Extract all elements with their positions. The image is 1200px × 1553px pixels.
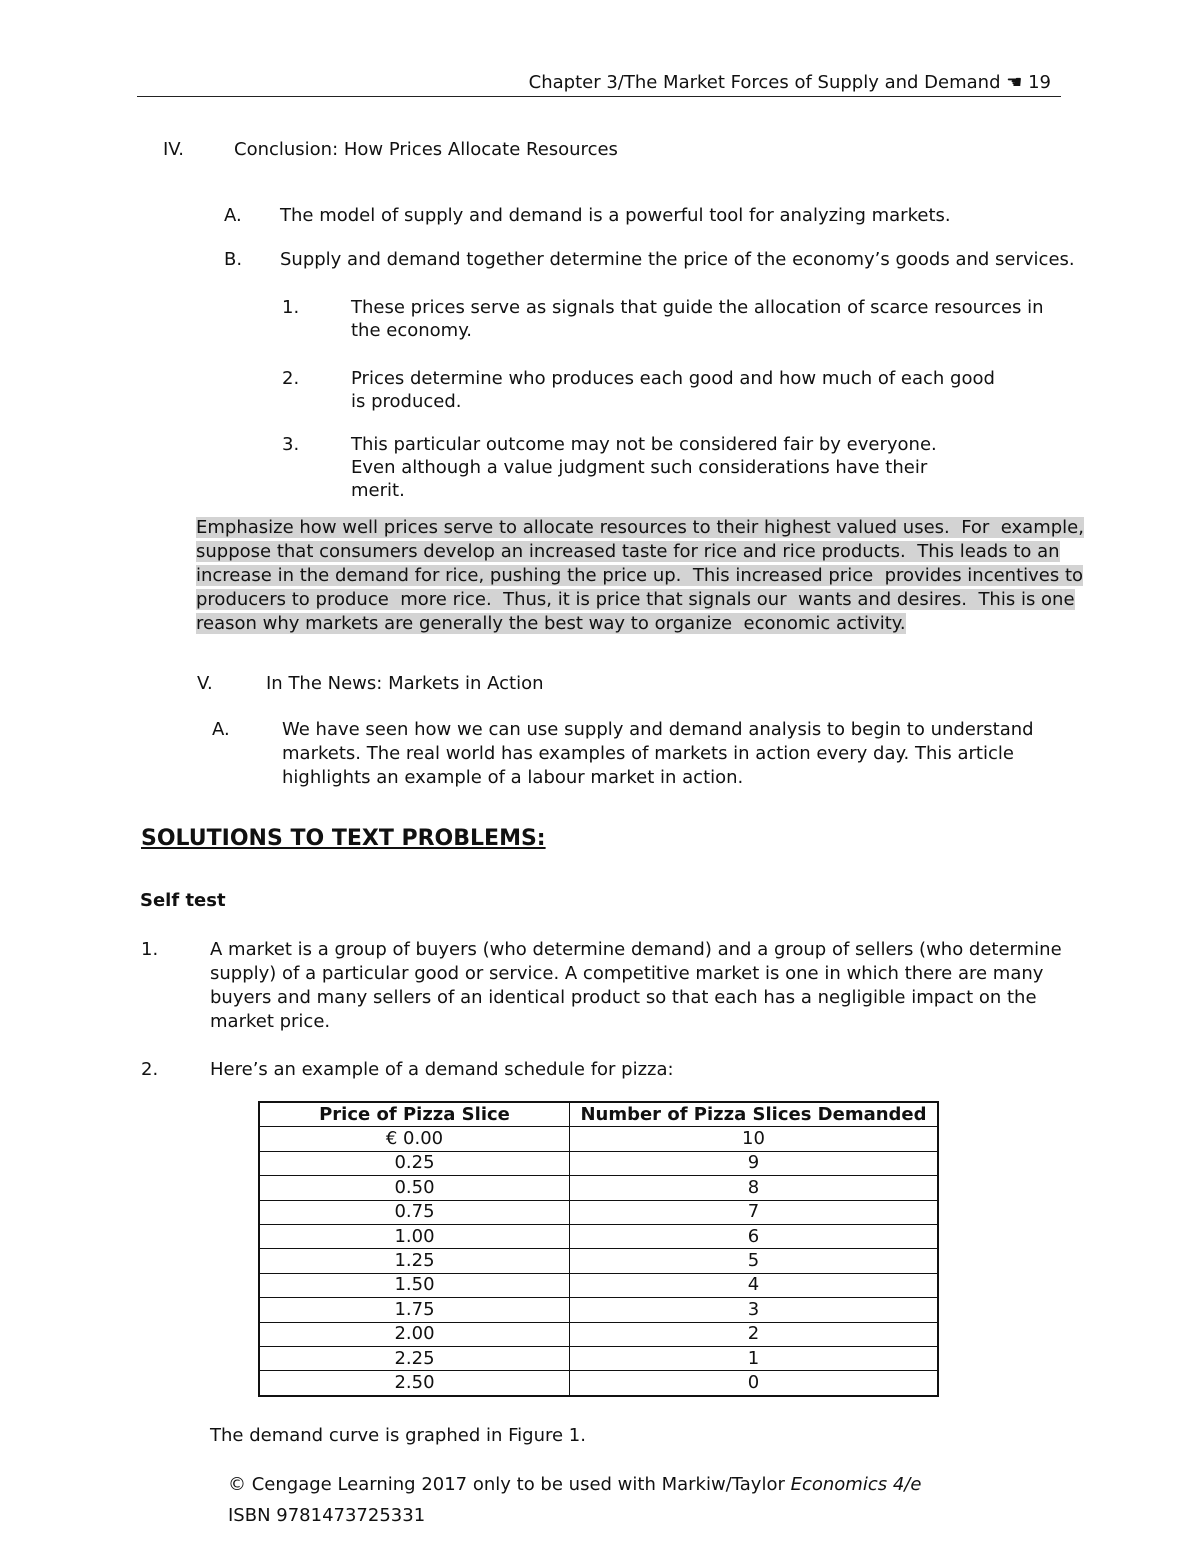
table-row bbox=[259, 1346, 938, 1370]
subitem-3-label: 3. bbox=[282, 434, 300, 455]
price-cell: € 0.00 bbox=[259, 1127, 570, 1151]
table-row bbox=[259, 1151, 938, 1175]
price-cell: 0.75 bbox=[259, 1200, 570, 1224]
self-test-heading: Self test bbox=[140, 890, 226, 911]
subitem-3-text: This particular outcome may not be considered fair by everyone. Even although a value judgment such considerations have their merit. bbox=[351, 434, 937, 501]
item-b-label: B. bbox=[224, 249, 243, 270]
subitem-1-label: 1. bbox=[282, 297, 300, 318]
table-row bbox=[259, 1322, 938, 1346]
copyright-text: © Cengage Learning 2017 only to be used with Markiw/Taylor bbox=[228, 1474, 791, 1495]
section-v-title: In The News: Markets in Action bbox=[266, 673, 544, 694]
section-v-number: V. bbox=[197, 673, 213, 694]
note-line: reason why markets are generally the best way to organize economic activity. bbox=[196, 613, 906, 634]
quantity-cell: 4 bbox=[570, 1273, 939, 1297]
table-row bbox=[259, 1298, 938, 1322]
table-row bbox=[259, 1371, 938, 1396]
column-header-quantity: Number of Pizza Slices Demanded bbox=[570, 1102, 939, 1127]
page-header bbox=[137, 70, 1061, 97]
price-cell: 2.25 bbox=[259, 1346, 570, 1370]
quantity-cell: 5 bbox=[570, 1249, 939, 1273]
note-line: suppose that consumers develop an increased taste for rice and rice products. This leads to an bbox=[196, 541, 1060, 562]
subitem-2-label: 2. bbox=[282, 368, 300, 389]
quantity-cell: 7 bbox=[570, 1200, 939, 1224]
item-b-text: Supply and demand together determine the price of the economy’s goods and services. bbox=[280, 249, 1075, 270]
price-cell: 1.50 bbox=[259, 1273, 570, 1297]
question-1-line: buyers and many sellers of an identical product so that each has a negligible impact on the bbox=[210, 987, 1037, 1008]
question-1-line: supply) of a particular good or service. A competitive market is one in which there are many bbox=[210, 963, 1044, 984]
table-row bbox=[259, 1224, 938, 1248]
table-row bbox=[259, 1249, 938, 1273]
solutions-heading: SOLUTIONS TO TEXT PROBLEMS: bbox=[141, 826, 546, 851]
price-cell: 2.00 bbox=[259, 1322, 570, 1346]
subitem-2-text: Prices determine who produces each good and how much of each good is produced. bbox=[351, 368, 995, 412]
teaching-note bbox=[196, 516, 1084, 636]
figure-reference: The demand curve is graphed in Figure 1. bbox=[210, 1425, 586, 1446]
note-line: increase in the demand for rice, pushing the price up. This increased price provides incentives to bbox=[196, 565, 1084, 586]
section-v-item-label: A. bbox=[212, 719, 230, 740]
section-v-item-line: We have seen how we can use supply and demand analysis to begin to understand bbox=[282, 719, 1034, 740]
note-line: producers to produce more rice. Thus, it is price that signals our wants and desires. This is one bbox=[196, 589, 1075, 610]
table-row bbox=[259, 1273, 938, 1297]
section-v-item-line: highlights an example of a labour market in action. bbox=[282, 767, 744, 788]
subitem-1-text: These prices serve as signals that guide the allocation of scarce resources in the economy. bbox=[351, 297, 1044, 341]
quantity-cell: 1 bbox=[570, 1346, 939, 1370]
quantity-cell: 3 bbox=[570, 1298, 939, 1322]
question-1-line: A market is a group of buyers (who determine demand) and a group of sellers (who determine bbox=[210, 939, 1062, 960]
column-header-price: Price of Pizza Slice bbox=[259, 1102, 570, 1127]
price-cell: 1.00 bbox=[259, 1224, 570, 1248]
section-v-item-line: markets. The real world has examples of markets in action every day. This article bbox=[282, 743, 1014, 764]
demand-schedule-table bbox=[258, 1101, 939, 1397]
price-cell: 1.25 bbox=[259, 1249, 570, 1273]
quantity-cell: 9 bbox=[570, 1151, 939, 1175]
table-header-row bbox=[259, 1102, 938, 1127]
price-cell: 0.25 bbox=[259, 1151, 570, 1175]
section-iv-title: Conclusion: How Prices Allocate Resources bbox=[234, 139, 618, 160]
quantity-cell: 10 bbox=[570, 1127, 939, 1151]
quantity-cell: 2 bbox=[570, 1322, 939, 1346]
quantity-cell: 0 bbox=[570, 1371, 939, 1396]
price-cell: 2.50 bbox=[259, 1371, 570, 1396]
copyright-notice bbox=[228, 1474, 921, 1495]
question-2-label: 2. bbox=[141, 1059, 159, 1080]
table-row bbox=[259, 1127, 938, 1151]
quantity-cell: 8 bbox=[570, 1176, 939, 1200]
quantity-cell: 6 bbox=[570, 1224, 939, 1248]
item-a-label: A. bbox=[224, 205, 242, 226]
table-row bbox=[259, 1176, 938, 1200]
note-line: Emphasize how well prices serve to allocate resources to their highest valued uses. For example, bbox=[196, 517, 1084, 538]
question-1-line: market price. bbox=[210, 1011, 331, 1032]
section-iv-number: IV. bbox=[163, 139, 185, 160]
question-2-text: Here’s an example of a demand schedule for pizza: bbox=[210, 1059, 674, 1080]
price-cell: 0.50 bbox=[259, 1176, 570, 1200]
running-head: Chapter 3/The Market Forces of Supply and Demand ☚ 19 bbox=[528, 72, 1051, 93]
item-a-text: The model of supply and demand is a powerful tool for analyzing markets. bbox=[280, 205, 951, 226]
price-cell: 1.75 bbox=[259, 1298, 570, 1322]
book-title: Economics 4/e bbox=[790, 1474, 922, 1495]
isbn: ISBN 9781473725331 bbox=[228, 1505, 426, 1526]
table-row bbox=[259, 1200, 938, 1224]
question-1-label: 1. bbox=[141, 939, 159, 960]
